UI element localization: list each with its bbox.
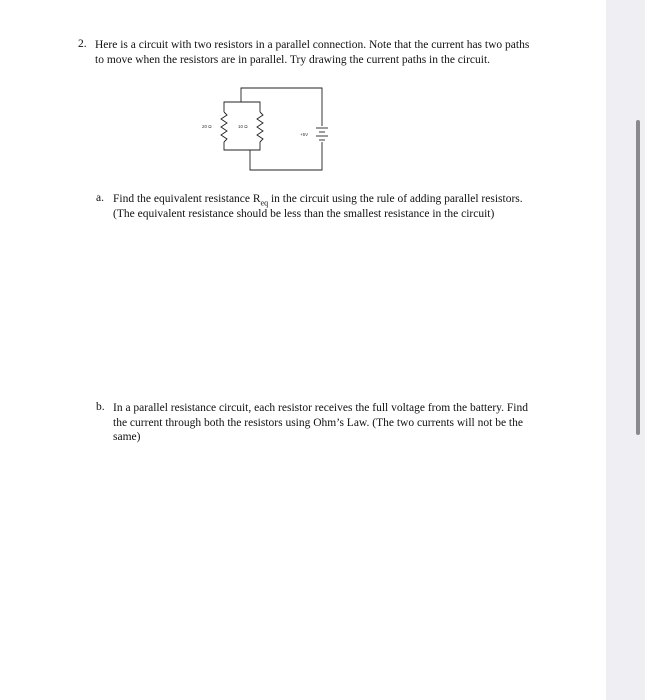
resistor-2-zigzag	[257, 112, 263, 142]
part-b-text: In a parallel resistance circuit, each resistor receives the full voltage from the battery. Find the current through both the resistors using Ohm’s Law. (The two currents will not be the same)	[113, 402, 528, 443]
question-number: 2.	[78, 38, 87, 50]
question-text: Here is a circuit with two resistors in a parallel connection. Note that the current has two paths to move when the resistors are in parallel. Try drawing the current paths in the circuit.	[95, 39, 530, 66]
part-a-note: (The equivalent resistance should be less than the smallest resistance in the circuit)	[113, 207, 495, 220]
part-a-subscript: eq	[260, 198, 269, 208]
part-b-label: b.	[96, 401, 105, 413]
part-a-text	[113, 192, 538, 221]
resistor-1-zigzag	[221, 112, 227, 142]
parallel-circuit-diagram	[196, 84, 356, 174]
part-a-text-before: Find the equivalent resistance R	[113, 193, 261, 205]
battery-label: +5V	[300, 132, 309, 137]
resistor-1-label: 20 Ω	[202, 124, 212, 129]
circuit-wires	[224, 88, 322, 170]
scrollbar-thumb[interactable]	[636, 120, 640, 435]
resistor-2-label: 10 Ω	[238, 124, 248, 129]
part-a-label: a.	[96, 192, 104, 204]
part-a-text-after: in the circuit using the rule of adding parallel resistors.	[268, 193, 523, 205]
battery-symbol	[316, 128, 328, 140]
